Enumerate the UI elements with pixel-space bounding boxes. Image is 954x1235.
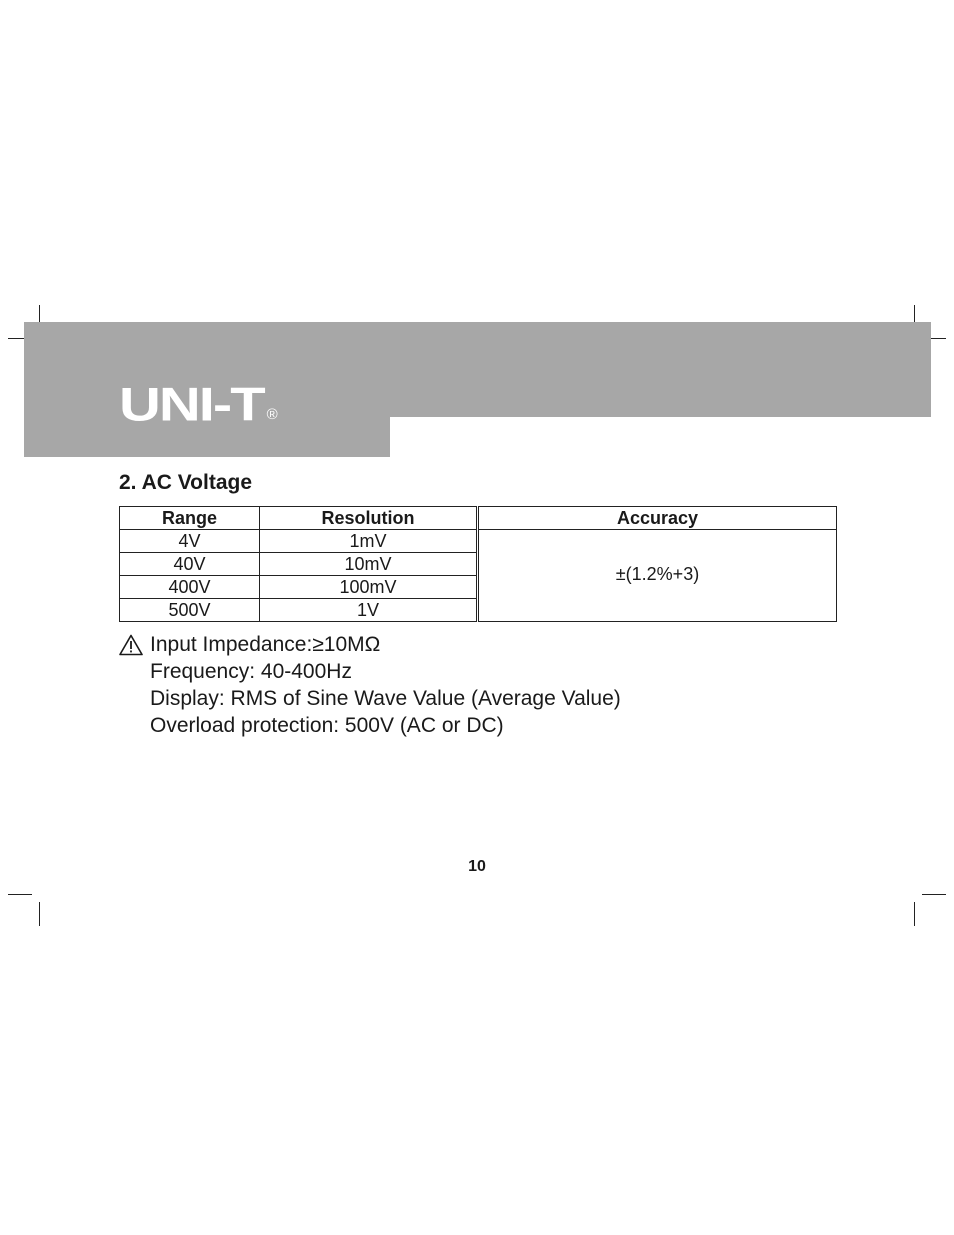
registered-mark: ® [266,406,278,423]
brand-logo [119,378,278,432]
crop-mark [914,902,915,926]
header-resolution: Resolution [260,507,477,530]
crop-mark [922,894,946,895]
cell-range: 40V [120,553,260,576]
crop-mark [39,902,40,926]
note-text: Frequency: 40-400Hz [150,660,352,683]
section-title: 2. AC Voltage [119,471,253,494]
logo-text: UNI-T [119,378,264,432]
warning-triangle-icon [119,634,143,656]
cell-range: 400V [120,576,260,599]
note-line [119,712,621,739]
header-band [388,322,931,417]
note-line [119,685,621,712]
cell-resolution: 1mV [260,530,477,553]
spec-table [119,506,837,622]
header-range: Range [120,507,260,530]
note-text: Display: RMS of Sine Wave Value (Average Value) [150,687,621,710]
cell-range: 4V [120,530,260,553]
table-row [120,530,837,553]
note-line [119,631,621,658]
cell-resolution: 1V [260,599,477,622]
cell-range: 500V [120,599,260,622]
crop-mark [8,894,32,895]
header-accuracy: Accuracy [479,507,837,530]
note-line [119,658,621,685]
notes [119,631,621,739]
cell-resolution: 10mV [260,553,477,576]
cell-resolution: 100mV [260,576,477,599]
note-text: Overload protection: 500V (AC or DC) [150,714,504,737]
table-header-row [120,507,837,530]
cell-accuracy: ±(1.2%+3) [479,530,837,622]
page-number: 10 [468,858,486,875]
note-text: Input Impedance:≥10MΩ [150,633,381,656]
